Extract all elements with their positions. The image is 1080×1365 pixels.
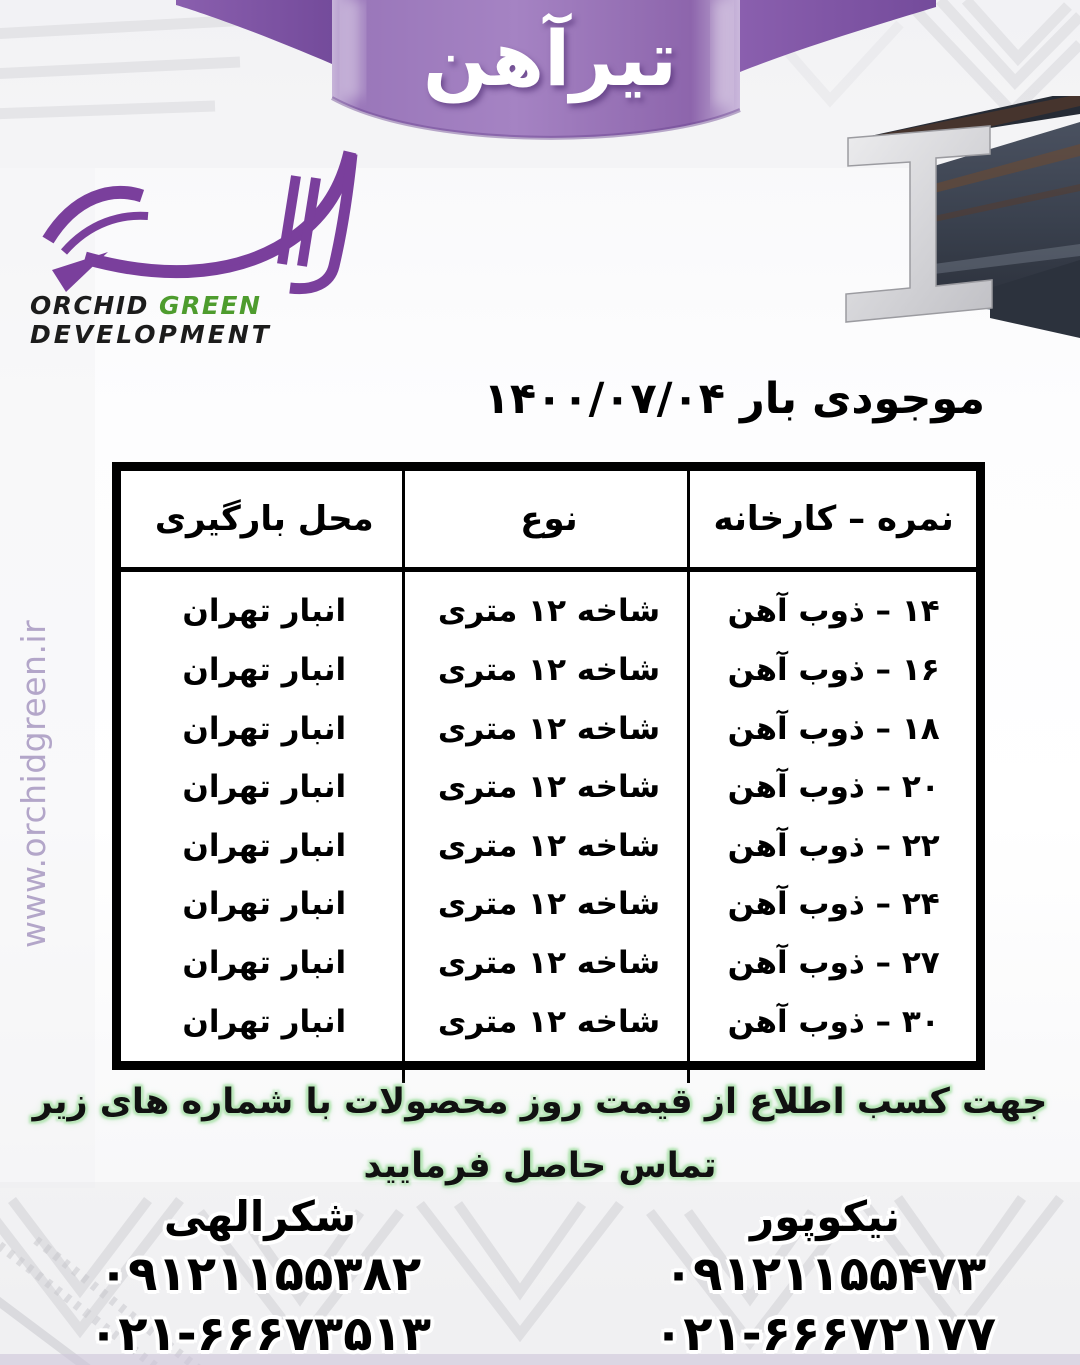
website-url-vertical: www.orchidgreen.ir <box>14 619 53 948</box>
table-row <box>121 1004 976 1040</box>
table-row <box>121 711 976 747</box>
cell-location: انبار تهران <box>182 710 347 747</box>
page-title: تیرآهن <box>423 14 677 103</box>
cell-location: انبار تهران <box>182 945 347 982</box>
cell-size-factory: ۲۰ – ذوب آهن <box>727 769 940 806</box>
header-type: نوع <box>520 499 578 539</box>
stock-table <box>112 462 985 1070</box>
cell-type: شاخه ۱۲ متری <box>437 593 661 630</box>
cell-type: شاخه ۱۲ متری <box>437 769 661 806</box>
inventory-date-title: موجودی بار ۱۴۰۰/۰۷/۰۴ <box>483 374 985 424</box>
table-column-divider <box>402 471 405 1083</box>
table-row <box>121 828 976 864</box>
contact-block-shokrollahi <box>45 1192 475 1362</box>
cell-location: انبار تهران <box>182 886 347 923</box>
orchid-green-logo-icon <box>30 140 360 310</box>
cell-location: انبار تهران <box>182 593 347 630</box>
contact-name: شکرالهی <box>163 1192 357 1241</box>
logo-word-green: GREEN <box>159 291 262 320</box>
contact-block-nikoopour <box>610 1192 1040 1362</box>
logo-word-orchid: ORCHID <box>30 291 149 320</box>
cell-size-factory: ۱۸ – ذوب آهن <box>727 710 940 747</box>
cell-location: انبار تهران <box>182 651 347 688</box>
cell-location: انبار تهران <box>182 827 347 864</box>
table-column-divider <box>687 471 690 1083</box>
contact-name: نیکوپور <box>750 1192 900 1241</box>
cell-size-factory: ۲۷ – ذوب آهن <box>727 945 940 982</box>
cell-size-factory: ۱۶ – ذوب آهن <box>727 651 940 688</box>
cell-location: انبار تهران <box>182 769 347 806</box>
contact-note-line2: تماس حاصل فرمایید <box>363 1146 717 1186</box>
header-size-factory: نمره – کارخانه <box>713 499 954 539</box>
cell-type: شاخه ۱۲ متری <box>437 886 661 923</box>
cell-type: شاخه ۱۲ متری <box>437 710 661 747</box>
contact-phone-number: ۰۲۱-۶۶۶۷۲۱۷۷ <box>653 1306 997 1362</box>
cell-type: شاخه ۱۲ متری <box>437 651 661 688</box>
table-row <box>121 593 976 629</box>
logo-wordmark <box>30 292 370 350</box>
table-row <box>121 769 976 805</box>
cell-location: انبار تهران <box>182 1003 347 1040</box>
table-row <box>121 886 976 922</box>
cell-size-factory: ۳۰ – ذوب آهن <box>727 1003 940 1040</box>
cell-size-factory: ۲۲ – ذوب آهن <box>727 827 940 864</box>
cell-size-factory: ۲۴ – ذوب آهن <box>727 886 940 923</box>
contact-mobile-number: ۰۹۱۲۱۱۵۵۴۷۳ <box>663 1245 987 1302</box>
table-row <box>121 945 976 981</box>
contact-phone-number: ۰۲۱-۶۶۶۷۳۵۱۳ <box>88 1306 432 1362</box>
cell-type: شاخه ۱۲ متری <box>437 1003 661 1040</box>
table-body <box>121 572 976 1061</box>
logo-word-development: DEVELOPMENT <box>30 319 272 349</box>
ribbon-tail-left <box>176 0 332 64</box>
contact-note-line1: جهت کسب اطلاع از قیمت روز محصولات با شماره های زیر <box>32 1082 1048 1122</box>
header-location: محل بارگیری <box>154 499 374 539</box>
table-row <box>121 652 976 688</box>
contact-mobile-number: ۰۹۱۲۱۱۵۵۳۸۲ <box>98 1245 422 1302</box>
cell-size-factory: ۱۴ – ذوب آهن <box>727 593 940 630</box>
cell-type: شاخه ۱۲ متری <box>437 945 661 982</box>
cell-type: شاخه ۱۲ متری <box>437 827 661 864</box>
table-header-row <box>121 471 976 572</box>
